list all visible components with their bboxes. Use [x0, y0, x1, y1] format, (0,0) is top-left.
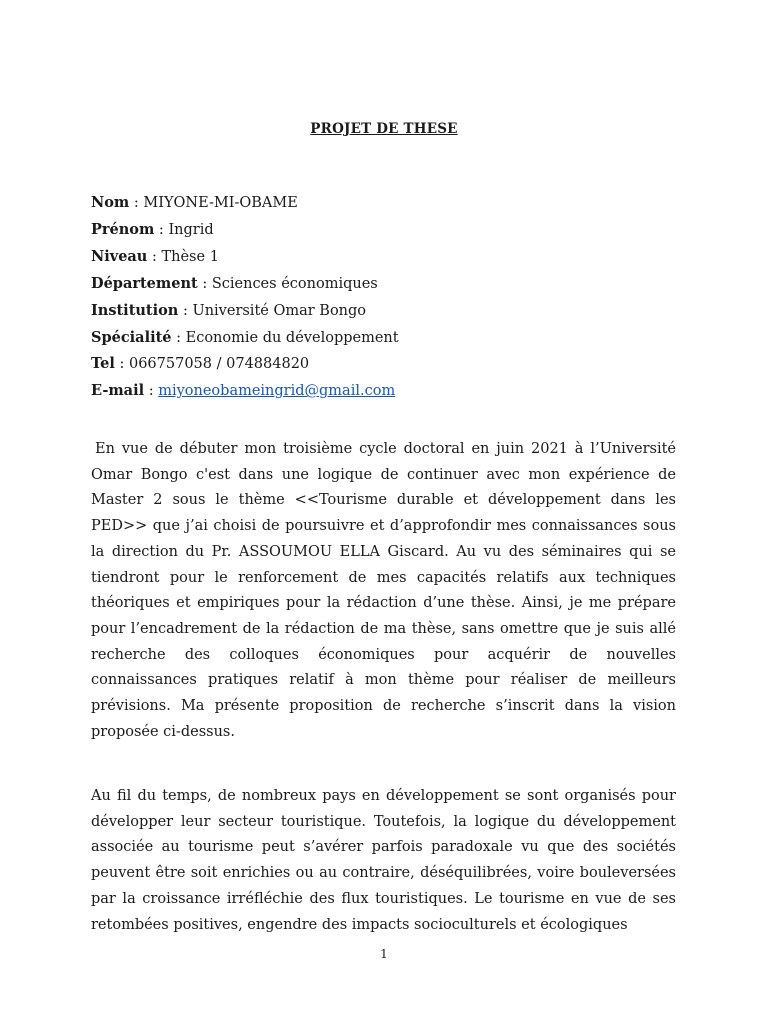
- body-paragraph: Au fil du temps, de nombreux pays en développement se sont organisés pour développer leur secteur touristique. Toutefois, la logique du développement associée au tourisme peut s’avérer parfois paradoxale vu que des sociétés peuvent être soit enrichies ou au contraire, déséquilibrées, voire bouleversées par la croissance irréfléchie des flux touristiques. Le tourisme en vue de ses retombées positives, engendre des impacts socioculturels et écologiques: [91, 788, 676, 933]
- info-value: MIYONE-MI-OBAME: [143, 195, 298, 211]
- info-label: E-mail: [91, 382, 145, 400]
- info-row-specialite: Spécialité : Economie du développement: [91, 328, 399, 346]
- info-value: Sciences économiques: [211, 275, 378, 292]
- document-title: PROJET DE THESE: [310, 121, 458, 137]
- info-label: Niveau: [91, 247, 148, 265]
- info-value: Université Omar Bongo: [192, 302, 367, 319]
- email-link[interactable]: miyoneobameingrid@gmail.com: [158, 383, 396, 400]
- info-value: Ingrid: [168, 221, 214, 238]
- info-row-tel: Tel : 066757058 / 074884820: [91, 355, 310, 373]
- info-label: Institution: [91, 301, 179, 319]
- page-number: 1: [380, 947, 388, 961]
- info-value: 066757058 / 074884820: [128, 356, 310, 373]
- info-label: Prénom: [91, 220, 155, 238]
- info-label: Spécialité: [91, 328, 172, 346]
- info-row-nom: Nom : MIYONE-MI-OBAME: [91, 194, 298, 211]
- body-paragraph: En vue de débuter mon troisième cycle doctoral en juin 2021 à l’Université Omar Bongo c'est dans une logique de continuer avec mon expérience de Master 2 sous le thème <<Tourisme durable et développement dans les PED>> que j’ai choisi de poursuivre et d’approfondir mes connaissances sous la direction du Pr. ASSOUMOU ELLA Giscard. Au vu des séminaires qui se tiendront pour le renforcement de mes capacités relatifs aux techniques théoriques et empiriques pour la rédaction d’une thèse. Ainsi, je me prépare pour l’encadrement de la rédaction de ma thèse, sans omettre que je suis allé recherche des colloques économiques pour acquérir de nouvelles connaissances pratiques relatif à mon thème pour réaliser de meilleurs prévisions. Ma présente proposition de recherche s’inscrit dans la vision proposée ci-dessus.: [91, 441, 676, 740]
- personal-info-list: [91, 190, 691, 405]
- info-row-departement: Département : Sciences économiques: [91, 274, 378, 292]
- info-value: Thèse 1: [161, 248, 219, 265]
- info-row-niveau: Niveau : Thèse 1: [91, 247, 219, 265]
- info-label: Nom: [91, 194, 130, 211]
- info-row-prenom: Prénom : Ingrid: [91, 220, 214, 238]
- info-row-institution: Institution : Université Omar Bongo: [91, 301, 367, 319]
- info-value: Economie du développement: [185, 329, 399, 346]
- info-label: Tel: [91, 355, 115, 373]
- info-label: Département: [91, 274, 198, 292]
- info-row-email: E-mail : miyoneobameingrid@gmail.com: [91, 382, 396, 400]
